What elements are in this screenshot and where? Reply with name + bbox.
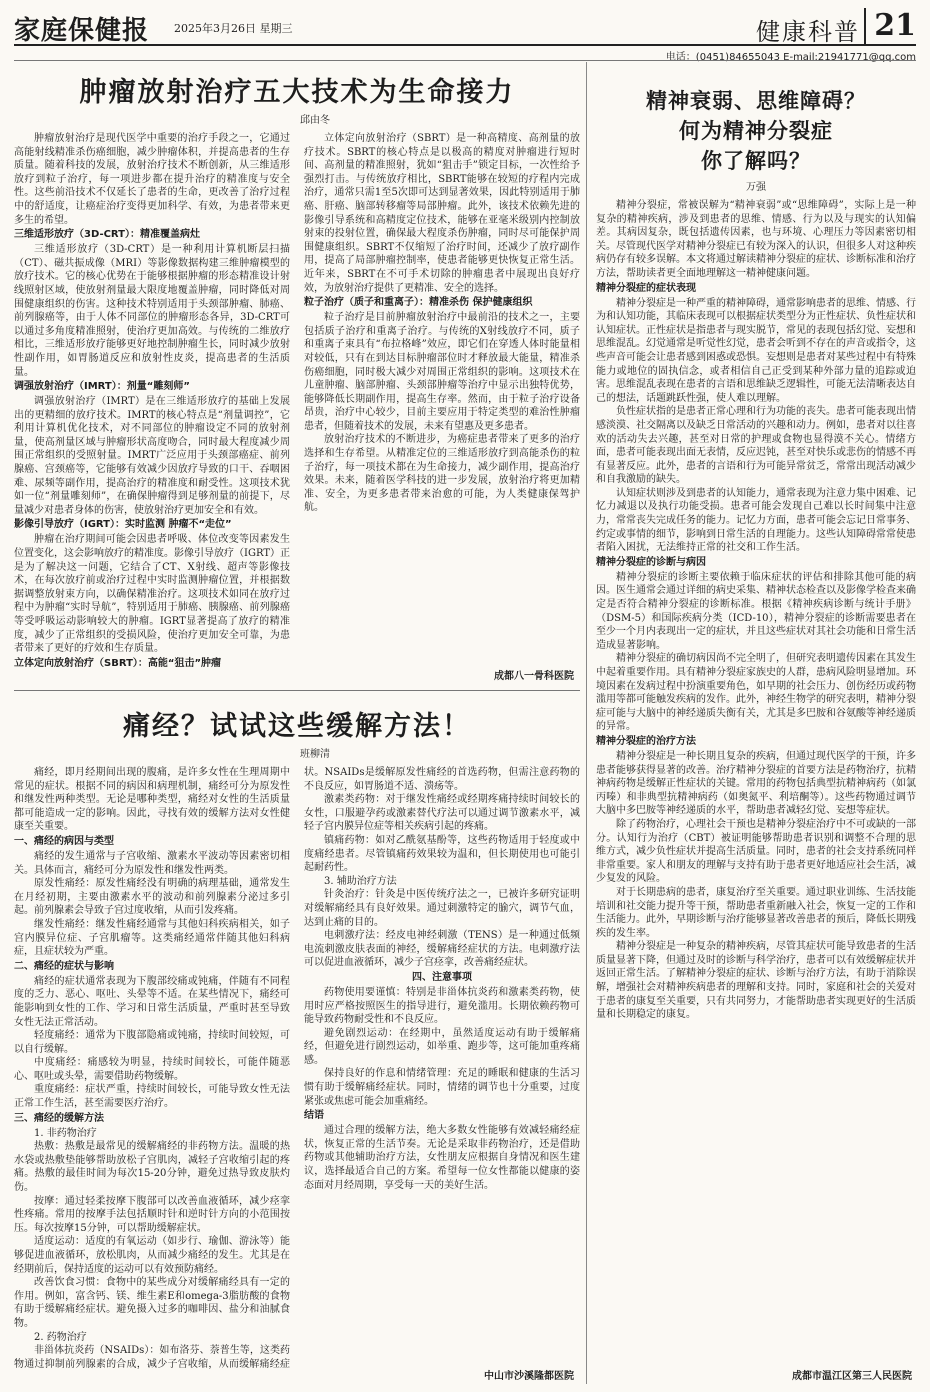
masthead [14, 8, 916, 46]
paragraph: 保持良好的作息和情绪管理：充足的睡眠和健康的生活习惯有助于缓解痛经症状。同时，情绪的调节也十分重要，过度紧张或焦虑可能会加重痛经。 [304, 1068, 580, 1107]
article-dysmenorrhea [14, 698, 580, 1384]
paragraph: 三维适形放疗（3D-CRT）是一种利用计算机断层扫描（CT）、磁共振成像（MRI）等影像数据构建三维肿瘤模型的放疗技术。它的核心优势在于能够根据肿瘤的形态精准设计射线照射区域，使放射剂量最大限度地覆盖肿瘤，同时降低对周围健康组织的伤害。这种技术特别适用于头颈部肿瘤、肺癌、前列腺癌等，由于人体不同部位的肿瘤形态各异，3D-CRT可以通过多角度精准照射，使治疗更加高效。与传统的二维放疗相比，三维适形放疗能够更好地控制肿瘤生长，同时减少放射性副作用，如胃肠道反应和放射性皮炎，提高患者的生活质量。 [14, 244, 290, 378]
article-title: 肿瘤放射治疗五大技术为生命接力 [79, 77, 515, 108]
paragraph: 原发性痛经：原发性痛经没有明确的病理基础，通常发生在月经初期，主要由激素水平的波动和前列腺素分泌过多引起。前列腺素会导致子宫过度收缩，从而引发疼痛。 [14, 878, 290, 917]
article-title [596, 86, 916, 176]
paragraph: 精神分裂症的确切病因尚不完全明了，但研究表明遗传因素在其发生中起着重要作用。具有精神分裂症家族史的人群，患病风险明显增加。环境因素在发病过程中扮演重要角色，如早期的社会压力、创伤经历或药物滥用等都可能触发疾病的发作。此外，神经生物学的研究表明，精神分裂症可能与大脑中的神经递质失衡有关，尤其是多巴胺和谷氨酸等神经递质的异常。 [596, 653, 916, 733]
paragraph: 精神分裂症的诊断主要依赖于临床症状的评估和排除其他可能的病因。医生通常会通过详细的病史采集、精神状态检查以及影像学检查来确定是否符合精神分裂症的诊断标准。根据《精神疾病诊断与统计手册》（DSM-5）和国际疾病分类（ICD-10），精神分裂症的诊断需要患者在至少一个月内表现出一定的症状，并且这些症状对其社会功能和日常生活造成显著影响。 [596, 571, 916, 651]
paragraph: 痛经的发生通常与子宫收缩、激素水平波动等因素密切相关。具体而言，痛经可分为原发性和继发性两类。 [14, 850, 290, 876]
paragraph: 立体定向放射治疗（SBRT）是一种高精度、高剂量的放疗技术。SBRT的核心特点是以极高的精度对肿瘤进行短时间、高剂量的精准照射，犹如“狙击手”锁定目标，一次性给予强烈打击。与传统放疗相比，SBRT能够在较短的疗程内完成治疗，通常只需1至5次即可达到显著效果，因此特别适用于肺癌、肝癌、脑部转移瘤等局部肿瘤。此外，该技术依赖先进的影像引导系统和高精度定位技术，能够在亚毫米级别内控制放射束的投射位置，确保最大程度杀伤肿瘤，同时尽可能保护周围健康组织。SBRT不仅缩短了治疗时间，还减少了放疗副作用，提高了局部肿瘤控制率，使患者能够更快恢复正常生活。近年来，SBRT在不可手术切除的肿瘤患者中展现出良好疗效，为放射治疗提供了更精准、安全的选择。 [304, 133, 580, 294]
section-heading: 精神分裂症的症状表现 [596, 282, 696, 294]
paragraph: 镇痛药物：如对乙酰氨基酚等，这些药物适用于轻度或中度痛经患者。尽管镇痛药效果较为温和，但长期使用也可能引起耐药性。 [304, 834, 580, 874]
title-line: 何为精神分裂症 [679, 118, 833, 143]
section-title: 健康科普 [756, 18, 860, 46]
paragraph: 认知症状则涉及到患者的认知能力，通常表现为注意力集中困难、记忆力减退以及执行功能受损。患者可能会发现自己难以长时间集中注意力，常常丧失完成任务的能力。记忆力方面，患者可能会忘记日常事务、约定或事情的细节，影响到日常生活的自理能力。这些认知障碍常常使患者陷入困扰，无法维持正常的社交和工作生活。 [596, 487, 916, 554]
paragraph: 调强放射治疗（IMRT）是在三维适形放疗的基础上发展出的更精细的放疗技术。IMRT的核心特点是“剂量调控”，它利用计算机优化技术，对不同部位的肿瘤设定不同的放射剂量，使高剂量区域与肿瘤形状高度吻合，同时最大程度减少周围正常组织的受照射量。IMRT广泛应用于头颈部癌症、前列腺癌、宫颈癌等，它能够有效减少因放疗导致的口干、吞咽困难、尿频等副作用，提高治疗的精准度和耐受性。这项技术犹如一位“剂量雕刻师”，在确保肿瘤得到足够剂量的前提下，尽量减少对患者身体的伤害，使放射治疗更加安全和有效。 [14, 396, 290, 516]
section-heading: 精神分裂症的治疗方法 [596, 735, 696, 747]
paragraph: 非甾体抗炎药（NSAIDs）：如布洛芬、萘普生等，这类药物通过抑制前列腺素的合成，减少子宫收缩，从而缓解痛经症状。NSAIDs是缓解原发性痛经的首选药物，但需注意药物的不良反应，如胃肠道不适、溃疡等。 [14, 767, 580, 1370]
section-heading: 结语 [304, 1110, 324, 1122]
article-institution: 成都市温江区第三人民医院 [792, 1371, 912, 1382]
paragraph: 粒子治疗是目前肿瘤放射治疗中最前沿的技术之一，主要包括质子治疗和重离子治疗。与传统的X射线放疗不同，质子和重离子束具有“布拉格峰”效应，即它们在穿透人体时能量相对较低，只有在到达目标肿瘤部位时才释放最大能量，精准杀伤癌细胞，同时极大减少对周围正常组织的影响。这项技术在儿童肿瘤、脑部肿瘤、头颈部肿瘤等治疗中显示出独特优势，能够降低长期副作用，提高生存率。然而，由于粒子治疗设备昂贵，治疗中心较少，目前主要应用于特定类型的难治性肿瘤患者，但随着技术的发展，未来有望惠及更多患者。 [304, 312, 580, 432]
title-line: 精神衰弱、思维障碍？ [646, 88, 866, 113]
paragraph: 痛经，即月经期间出现的腹痛，是许多女性在生理周期中常见的症状。根据不同的病因和病理机制，痛经可分为原发性和继发性两种类型。无论是哪种类型，痛经对女性的生活质量都可能造成一定的影响。因此，寻找有效的缓解方法对女性健康至关重要。 [14, 767, 290, 833]
section-heading: 一、痛经的病因与类型 [14, 835, 114, 847]
paragraph: 适度运动：适度的有氧运动（如步行、瑜伽、游泳等）能够促进血液循环，放松肌肉，从而减少痛经的发生。尤其是在经期前后，保持适度的运动可以有效预防痛经。 [14, 1236, 290, 1275]
paragraph: 中度痛经：痛感较为明显，持续时间较长，可能伴随恶心、呕吐或头晕，需要借助药物缓解。 [14, 1057, 290, 1082]
paragraph: 3. 辅助治疗方法 [324, 875, 397, 887]
paragraph: 避免剧烈运动：在经期中，虽然适度运动有助于缓解痛经，但避免进行剧烈运动，如举重、跑步等，这可能加重疼痛感。 [304, 1027, 580, 1066]
section-heading: 粒子治疗（质子和重离子）：精准杀伤 保护健康组织 [304, 297, 533, 309]
paragraph: 对于长期患病的患者，康复治疗至关重要。通过职业训练、生活技能培训和社交能力提升等干预，帮助患者重新融入社会，恢复一定的工作和生活能力。此外，早期诊断与治疗能够显著改善患者的预后，降低长期残疾的发生率。 [596, 886, 916, 939]
paragraph: 负性症状指的是患者正常心理和行为功能的丧失。患者可能表现出情感淡漠、社交隔离以及缺乏日常活动的兴趣和动力。例如，患者对以往喜欢的活动失去兴趣，甚至对日常的护理或食物也显得漠不关心。情绪方面，患者可能表现出面无表情，反应迟钝，甚至对快乐或悲伤的情感不再有显著反应。此外，患者的言语和行为可能异常贫乏，常常出现活动减少和自我激励的缺失。 [596, 406, 916, 486]
paragraph: 肿瘤放射治疗是现代医学中重要的治疗手段之一，它通过高能射线精准杀伤癌细胞，减少肿瘤体积，并提高患者的生存质量。随着科技的发展，放射治疗技术不断创新，从三维适形放疗到粒子治疗，每一项进步都在提升治疗的精准度与安全性。这些前沿技术不仅延长了患者的生命，更改善了治疗过程中的舒适度，让癌症治疗变得更加科学、有效，为患者带来更多生的希望。 [14, 133, 290, 226]
paragraph: 激素类药物：对于继发性痛经或经期疼痛持续时间较长的女性，口服避孕药或激素替代疗法可以通过调节激素水平，减轻子宫内膜异位症等相关疾病引起的疼痛。 [304, 794, 580, 833]
article-author: 班柳清 [300, 749, 330, 760]
paragraph: 精神分裂症，常被误解为“精神衰弱”或“思维障碍”，实际上是一种复杂的精神疾病，涉及到患者的思维、情感、行为以及与现实的认知偏差。其病因复杂，既包括遗传因素，也与环境、心理压力等因素密切相关。尽管现代医学对精神分裂症已有较为深入的认识，但很多人对这种疾病仍存有较多误解。本文将通过解读精神分裂症的症状、诊断标准和治疗方法，帮助读者更全面地理解这一精神健康问题。 [596, 200, 916, 279]
paragraph: 肿瘤在治疗期间可能会因患者呼吸、体位改变等因素发生位置变化，这会影响放疗的精准度。影像引导放疗（IGRT）正是为了解决这一问题，它结合了CT、X射线、超声等影像技术，在每次放疗前或治疗过程中实时监测肿瘤位置，并根据数据调整放射束方向，以确保精准治疗。这项技术如同在放疗过程中为肿瘤“实时导航”，特别适用于肺癌、胰腺癌、前列腺癌等受呼吸运动影响较大的肿瘤。IGRT显著提高了放疗的精准度，减少了正常组织的受损风险，使治疗更加安全可靠，为患者带来了更好的疗效和生存质量。 [14, 534, 290, 655]
page-number: 21 [864, 8, 916, 44]
paragraph: 1. 非药物治疗 [34, 1127, 97, 1139]
article-author: 邱由冬 [300, 115, 330, 126]
article-body [596, 199, 916, 1349]
article-author: 万强 [746, 182, 766, 193]
paragraph: 继发性痛经：继发性痛经通常与其他妇科疾病相关，如子宫内膜异位症、子宫肌瘤等。这类痛经通常伴随其他妇科病症，且症状较为严重。 [14, 918, 290, 958]
article-institution: 中山市沙溪隆都医院 [484, 1371, 574, 1382]
column-divider [586, 62, 587, 1384]
paragraph: 按摩：通过轻柔按摩下腹部可以改善血液循环，减少痉挛性疼痛。常用的按摩手法包括顺时针和逆时针方向的小范围按压。每次按摩15分钟，可以帮助缓解症状。 [14, 1195, 290, 1234]
paragraph: 针灸治疗：针灸是中医传统疗法之一，已被许多研究证明对缓解痛经具有良好效果。通过刺激特定的腧穴，调节气血，达到止痛的目的。 [304, 889, 580, 928]
paragraph: 通过合理的缓解方法，绝大多数女性能够有效减轻痛经症状，恢复正常的生活节奏。无论是采取非药物治疗，还是借助药物或其他辅助治疗方法，女性朋友应根据自身情况和医生建议，选择最适合自己的方案。希望每一位女性都能以健康的姿态面对月经周期，享受每一天的美好生活。 [304, 1125, 580, 1191]
paper-name: 家庭保健报 [14, 16, 150, 46]
paragraph: 除了药物治疗，心理社会干预也是精神分裂症治疗中不可或缺的一部分。认知行为治疗（CBT）被证明能够帮助患者识别和调整不合理的思维方式，减少负性症状并提高生活质量。同时，患者的社会支持系统同样非常重要。家人和朋友的理解与支持有助于患者更好地适应社会生活，减少复发的风险。 [596, 818, 916, 885]
article-body [14, 132, 580, 672]
paragraph: 轻度痛经：通常为下腹部隐痛或钝痛，持续时间较短，可以自行缓解。 [14, 1030, 290, 1055]
section-heading: 精神分裂症的诊断与病因 [596, 556, 706, 568]
section-heading: 影像引导放疗（IGRT）：实时监测 肿瘤不“走位” [14, 519, 232, 531]
section-heading: 二、痛经的症状与影响 [14, 960, 114, 972]
section-heading: 三维适形放疗（3D-CRT）：精准覆盖病灶 [14, 229, 201, 241]
paragraph: 电刺激疗法：经皮电神经刺激（TENS）是一种通过低频电流刺激皮肤表面的神经，缓解痛经症状的方法。电刺激疗法可以促进血液循环，减少子宫痉挛，改善痛经症状。 [304, 930, 580, 969]
title-line: 你了解吗？ [701, 148, 811, 173]
section-heading: 三、痛经的缓解方法 [14, 1112, 104, 1124]
paragraph: 热敷：热敷是最常见的缓解痛经的非药物方法。温暖的热水袋或热敷垫能够帮助放松子宫肌肉，减轻子宫收缩引起的疼痛。热敷的最佳时间为每次15-20分钟，避免过热导致皮肤灼伤。 [14, 1141, 290, 1194]
paragraph: 药物使用要谨慎：特别是非甾体抗炎药和激素类药物，使用时应严格按照医生的指导进行，避免滥用。长期依赖药物可能导致药物耐受性和不良反应。 [304, 986, 580, 1026]
paragraph: 改善饮食习惯：食物中的某些成分对缓解痛经具有一定的作用。例如，富含钙、镁、维生素E和omega-3脂肪酸的食物有助于缓解痛经症状。避免摄入过多的咖啡因、盐分和油腻食物。 [14, 1277, 290, 1329]
article-title: 痛经？试试这些缓解方法！ [123, 711, 471, 742]
section-heading: 调强放射治疗（IMRT）：剂量“雕刻师” [14, 381, 190, 393]
article-schizophrenia [596, 64, 916, 1384]
header-divider [14, 60, 916, 61]
article-divider [14, 690, 580, 691]
paragraph: 精神分裂症是一种长期且复杂的疾病，但通过现代医学的干预，许多患者能够获得显著的改善。治疗精神分裂症的首要方法是药物治疗，抗精神病药物是缓解正性症状的关键。常用的药物包括典型抗精神病药（如氯丙嗪）和非典型抗精神病药（如奥氮平、利培酮等）。这些药物通过调节大脑中多巴胺等神经递质的水平，帮助患者减轻幻觉、妄想等症状。 [596, 750, 916, 817]
section-heading: 四、注意事项 [412, 971, 472, 983]
issue-date: 2025年3月26日 星期三 [174, 22, 293, 35]
contact-info: 电话：(0451)84655043 E-mail:21941771@qq.com [665, 52, 916, 63]
paragraph: 重度痛经：症状严重，持续时间较长，可能导致女性无法正常工作生活，甚至需要医疗治疗。 [14, 1084, 290, 1110]
paragraph: 放射治疗技术的不断进步，为癌症患者带来了更多的治疗选择和生存希望。从精准定位的三维适形放疗到高能杀伤的粒子治疗，每一项技术都在为生命接力，减少副作用，提高治疗效果。未来，随着医学科技的进一步发展，放射治疗将更加精准、安全，为更多患者带来治愈的可能，为人类健康保驾护航。 [304, 434, 580, 514]
section-heading: 立体定向放射治疗（SBRT）：高能“狙击”肿瘤 [14, 657, 222, 669]
article-radiotherapy [14, 64, 580, 686]
article-institution: 成都八一骨科医院 [494, 671, 574, 682]
paragraph: 精神分裂症是一种严重的精神障碍，通常影响患者的思维、情感、行为和认知功能，其临床表现可以根据症状类型分为正性症状、负性症状和认知症状。正性症状是指患者与现实脱节，常见的表现包括幻觉、妄想和思维混乱。幻觉通常是听觉性幻觉，患者会听到不存在的声音或指令，这些声音可能会让患者感到困惑或恐惧。妄想则是患者对某些过程中有特殊能力或地位的固执信念，或者相信自己正受到某种外部力量的追踪或迫害。思维混乱表现在患者的言语和思维缺乏逻辑性，可能无法清晰表达自己的想法，话题跳跃性强，使人难以理解。 [596, 297, 916, 404]
paragraph: 2. 药物治疗 [34, 1331, 87, 1343]
paragraph: 痛经的症状通常表现为下腹部绞痛或钝痛，伴随有不同程度的乏力、恶心、呕吐、头晕等不适。在某些情况下，痛经可能影响到女性的工作、学习和日常生活质量，严重时甚至导致女性无法正常活动。 [14, 975, 290, 1028]
article-body [14, 766, 580, 1376]
paragraph: 精神分裂症是一种复杂的精神疾病，尽管其症状可能导致患者的生活质量显著下降，但通过及时的诊断与科学治疗，患者可以有效缓解症状并返回正常生活。了解精神分裂症的症状、诊断与治疗方法，有助于消除误解，增强社会对精神疾病患者的理解和支持。同时，家庭和社会的关爱对于患者的康复至关重要，只有共同努力，才能帮助患者实现更好的生活质量和长期稳定的康复。 [596, 941, 916, 1021]
